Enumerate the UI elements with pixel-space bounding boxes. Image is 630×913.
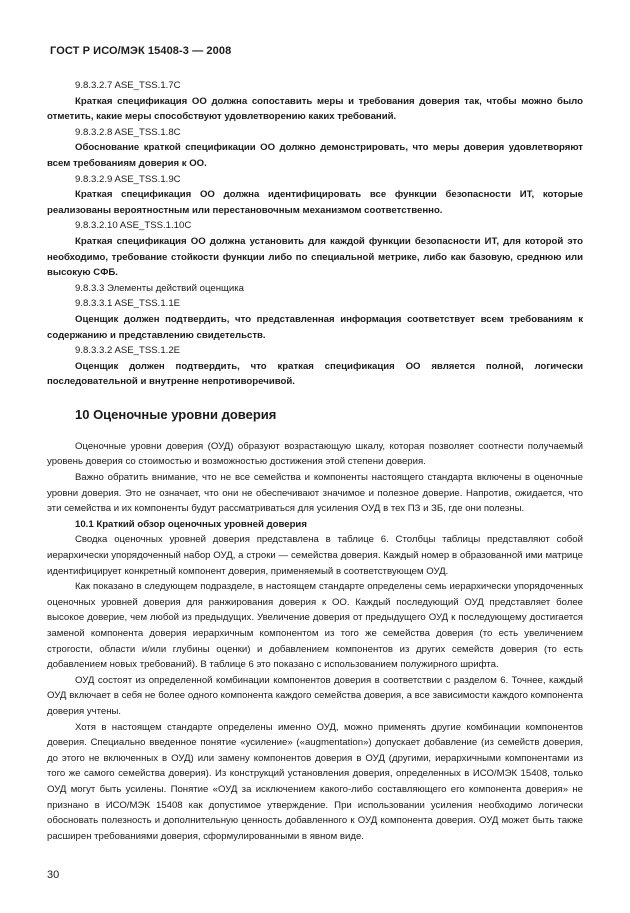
body-paragraph: Хотя в настоящем стандарте определены именно ОУД, можно применять другие комбинации компонентов доверия. Специально введенное понятие «усиление» («augmentation») допускает добавление (из семейств доверия, до этого не включенных в ОУД) или замену компонентов доверия в ОУД (другими, иерархичными компонентами из того же самого семейства доверия). Из конструкций установления доверия, определенных в ИСО/МЭК 15408, только ОУД могут быть усилены. Понятие «ОУД за исключением какого-либо составляющего его компонента доверия» не признано в ИСО/МЭК 15408 как допустимое утверждение. При использовании усиления необходимо логически обосновать полезность и дополнительную ценность добавленного к ОУД компонента доверия. ОУД может быть также расширен требованиями доверия, сформулированными в явном виде. bbox=[47, 721, 583, 842]
subsection-title: 10.1 Краткий обзор оценочных уровней доверия bbox=[75, 518, 307, 530]
body-paragraph: Как показано в следующем подразделе, в настоящем стандарте определены семь иерархически упорядоченных оценочных уровней доверия для ранжирования доверия к ОО. Каждый последующий ОУД представляет более высокое доверие, чем любой из предыдущих. Увеличение доверия от предыдущего ОУД к последующему достигается заменой компонента доверия иерархичным компонентом из того же семейства доверия (то есть увеличением строгости, области и/или глубины оценки) и добавлением компонентов из других семейств доверия (то есть добавлением новых требований). В таблице 6 это показано с использованием полужирного шрифта. bbox=[47, 581, 583, 671]
clause-number: 9.8.3.2.8 ASE_TSS.1.8C bbox=[75, 126, 181, 138]
clause-number: 9.8.3.3.2 ASE_TSS.1.2E bbox=[75, 345, 181, 357]
requirement-text: Краткая спецификация ОО должна установить для каждой функции безопасности ИТ, для которой это необходимо, требование стойкости функции либо по специальной метрике, либо как базовую, среднюю или высокую СФБ. bbox=[47, 235, 583, 279]
clause-number: 9.8.3.2.9 ASE_TSS.1.9C bbox=[75, 173, 181, 185]
clause-number: 9.8.3.2.7 ASE_TSS.1.7C bbox=[75, 80, 181, 91]
requirement-text: Краткая спецификация ОО должна сопоставить меры и требования доверия так, чтобы можно было отметить, какие меры способствуют удовлетворению каких требований. bbox=[47, 95, 583, 123]
page-content bbox=[47, 78, 583, 844]
body-paragraph: Оценочные уровни доверия (ОУД) образуют возрастающую шкалу, которая позволяет соотнести получаемый уровень доверия со стоимостью и возможностью достижения этой степени доверия. bbox=[47, 440, 583, 468]
document-header: ГОСТ Р ИСО/МЭК 15408-3 — 2008 bbox=[50, 45, 232, 57]
section-title: 10 Оценочные уровни доверия bbox=[75, 406, 277, 422]
page-number: 30 bbox=[47, 869, 60, 881]
clause-heading: 9.8.3.3 Элементы действий оценщика bbox=[75, 282, 245, 294]
requirement-text: Обоснование краткой спецификации ОО должно демонстрировать, что меры доверия удовлетворяют всем требованиям доверия к ОО. bbox=[47, 142, 583, 169]
clause-number: 9.8.3.3.1 ASE_TSS.1.1E bbox=[75, 298, 181, 310]
requirement-text: Оценщик должен подтвердить, что представленная информация соответствует всем требованиям к содержанию и представлению свидетельств. bbox=[47, 313, 583, 341]
requirement-text: Оценщик должен подтвердить, что краткая спецификация ОО является полной, логически последовательной и внутренне непротиворечивой. bbox=[47, 360, 583, 388]
body-paragraph: Важно обратить внимание, что не все семейства и компоненты настоящего стандарта включены в оценочные уровни доверия. Это не означает, что они не обеспечивают значимое и полезное доверие. Напротив, ожидается, что эти семейства и их компоненты будут рассматриваться для усиления ОУД в тех ПЗ и ЗБ, где они полезны. bbox=[47, 472, 583, 515]
requirement-text: Краткая спецификация ОО должна идентифицировать все функции безопасности ИТ, которые реализованы вероятностным или перестановочным механизмом соответственно. bbox=[47, 189, 583, 216]
body-paragraph: Сводка оценочных уровней доверия представлена в таблице 6. Столбцы таблицы представляют собой иерархически упорядоченный набор ОУД, а строки — семейства доверия. Каждый номер в образованной ими матрице идентифицирует конкретный компонент доверия, применяемый в соответствующем ОУД. bbox=[47, 534, 583, 577]
body-paragraph: ОУД состоят из определенной комбинации компонентов доверия в соответствии с разделом 6. Точнее, каждый ОУД включает в себя не более одного компонента каждого семейства доверия, а все зависимости каждого компонента доверия учтены. bbox=[47, 674, 583, 717]
clause-number: 9.8.3.2.10 ASE_TSS.1.10C bbox=[75, 220, 192, 232]
